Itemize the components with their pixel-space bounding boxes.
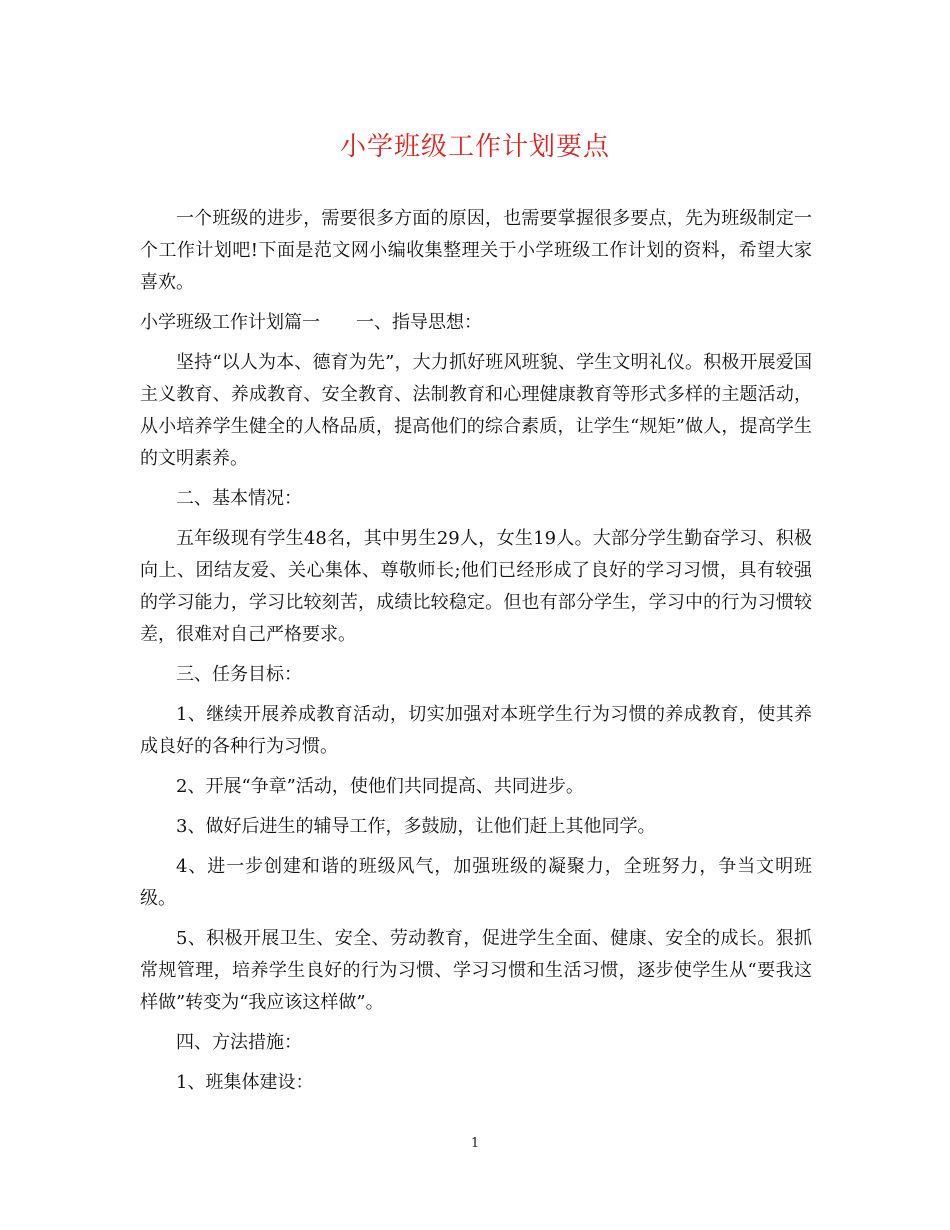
task-goal-item: 1、继续开展养成教育活动，切实加强对本班学生行为习惯的养成教育，使其养成良好的各种行为习惯。 [140,704,812,757]
class-building-heading: 1、班集体建设： [176,1072,314,1093]
intro-paragraph: 一个班级的进步，需要很多方面的原因，也需要掌握很多要点，先为班级制定一个工作计划吧!下面是范文网小编收集整理关于小学班级工作计划的资料，希望大家喜欢。 [140,208,812,293]
page-number: 1 [470,1136,480,1151]
task-goals-heading: 三、任务目标： [176,664,302,685]
task-goal-item: 4、进一步创建和谐的班级风气，加强班级的凝聚力，全班努力，争当文明班级。 [140,856,812,909]
guiding-thought-paragraph: 坚持“以人为本、德育为先”，大力抓好班风班貌、学生文明礼仪。积极开展爱国主义教育、养成教育、安全教育、法制教育和心理健康教育等形式多样的主题活动，从小培养学生健全的人格品质，提高他们的综合素质，让学生“规矩”做人，提高学生的文明素养。 [140,352,812,469]
task-goal-item: 5、积极开展卫生、安全、劳动教育，促进学生全面、健康、安全的成长。狠抓常规管理，培养学生良好的行为习惯、学习习惯和生活习惯，逐步使学生从“要我这样做”转变为“我应该这样做”。 [140,928,812,1013]
task-goal-item: 3、做好后进生的辅导工作，多鼓励，让他们赶上其他同学。 [176,816,656,837]
plan-section-heading: 小学班级工作计划篇一 一、指导思想： [140,312,482,333]
task-goal-item: 2、开展“争章”活动，使他们共同提高、共同进步。 [176,776,584,797]
document-title: 小学班级工作计划要点 [339,132,610,162]
basic-situation-heading: 二、基本情况： [176,488,302,509]
document-body [140,203,812,1107]
methods-heading: 四、方法措施： [176,1032,302,1053]
basic-situation-paragraph: 五年级现有学生48名，其中男生29人，女生19人。大部分学生勤奋学习、积极向上、团结友爱、关心集体、尊敬师长;他们已经形成了良好的学习习惯，具有较强的学习能力，学习比较刻苦，成绩比较稳定。但也有部分学生，学习中的行为习惯较差，很难对自己严格要求。 [140,528,812,645]
